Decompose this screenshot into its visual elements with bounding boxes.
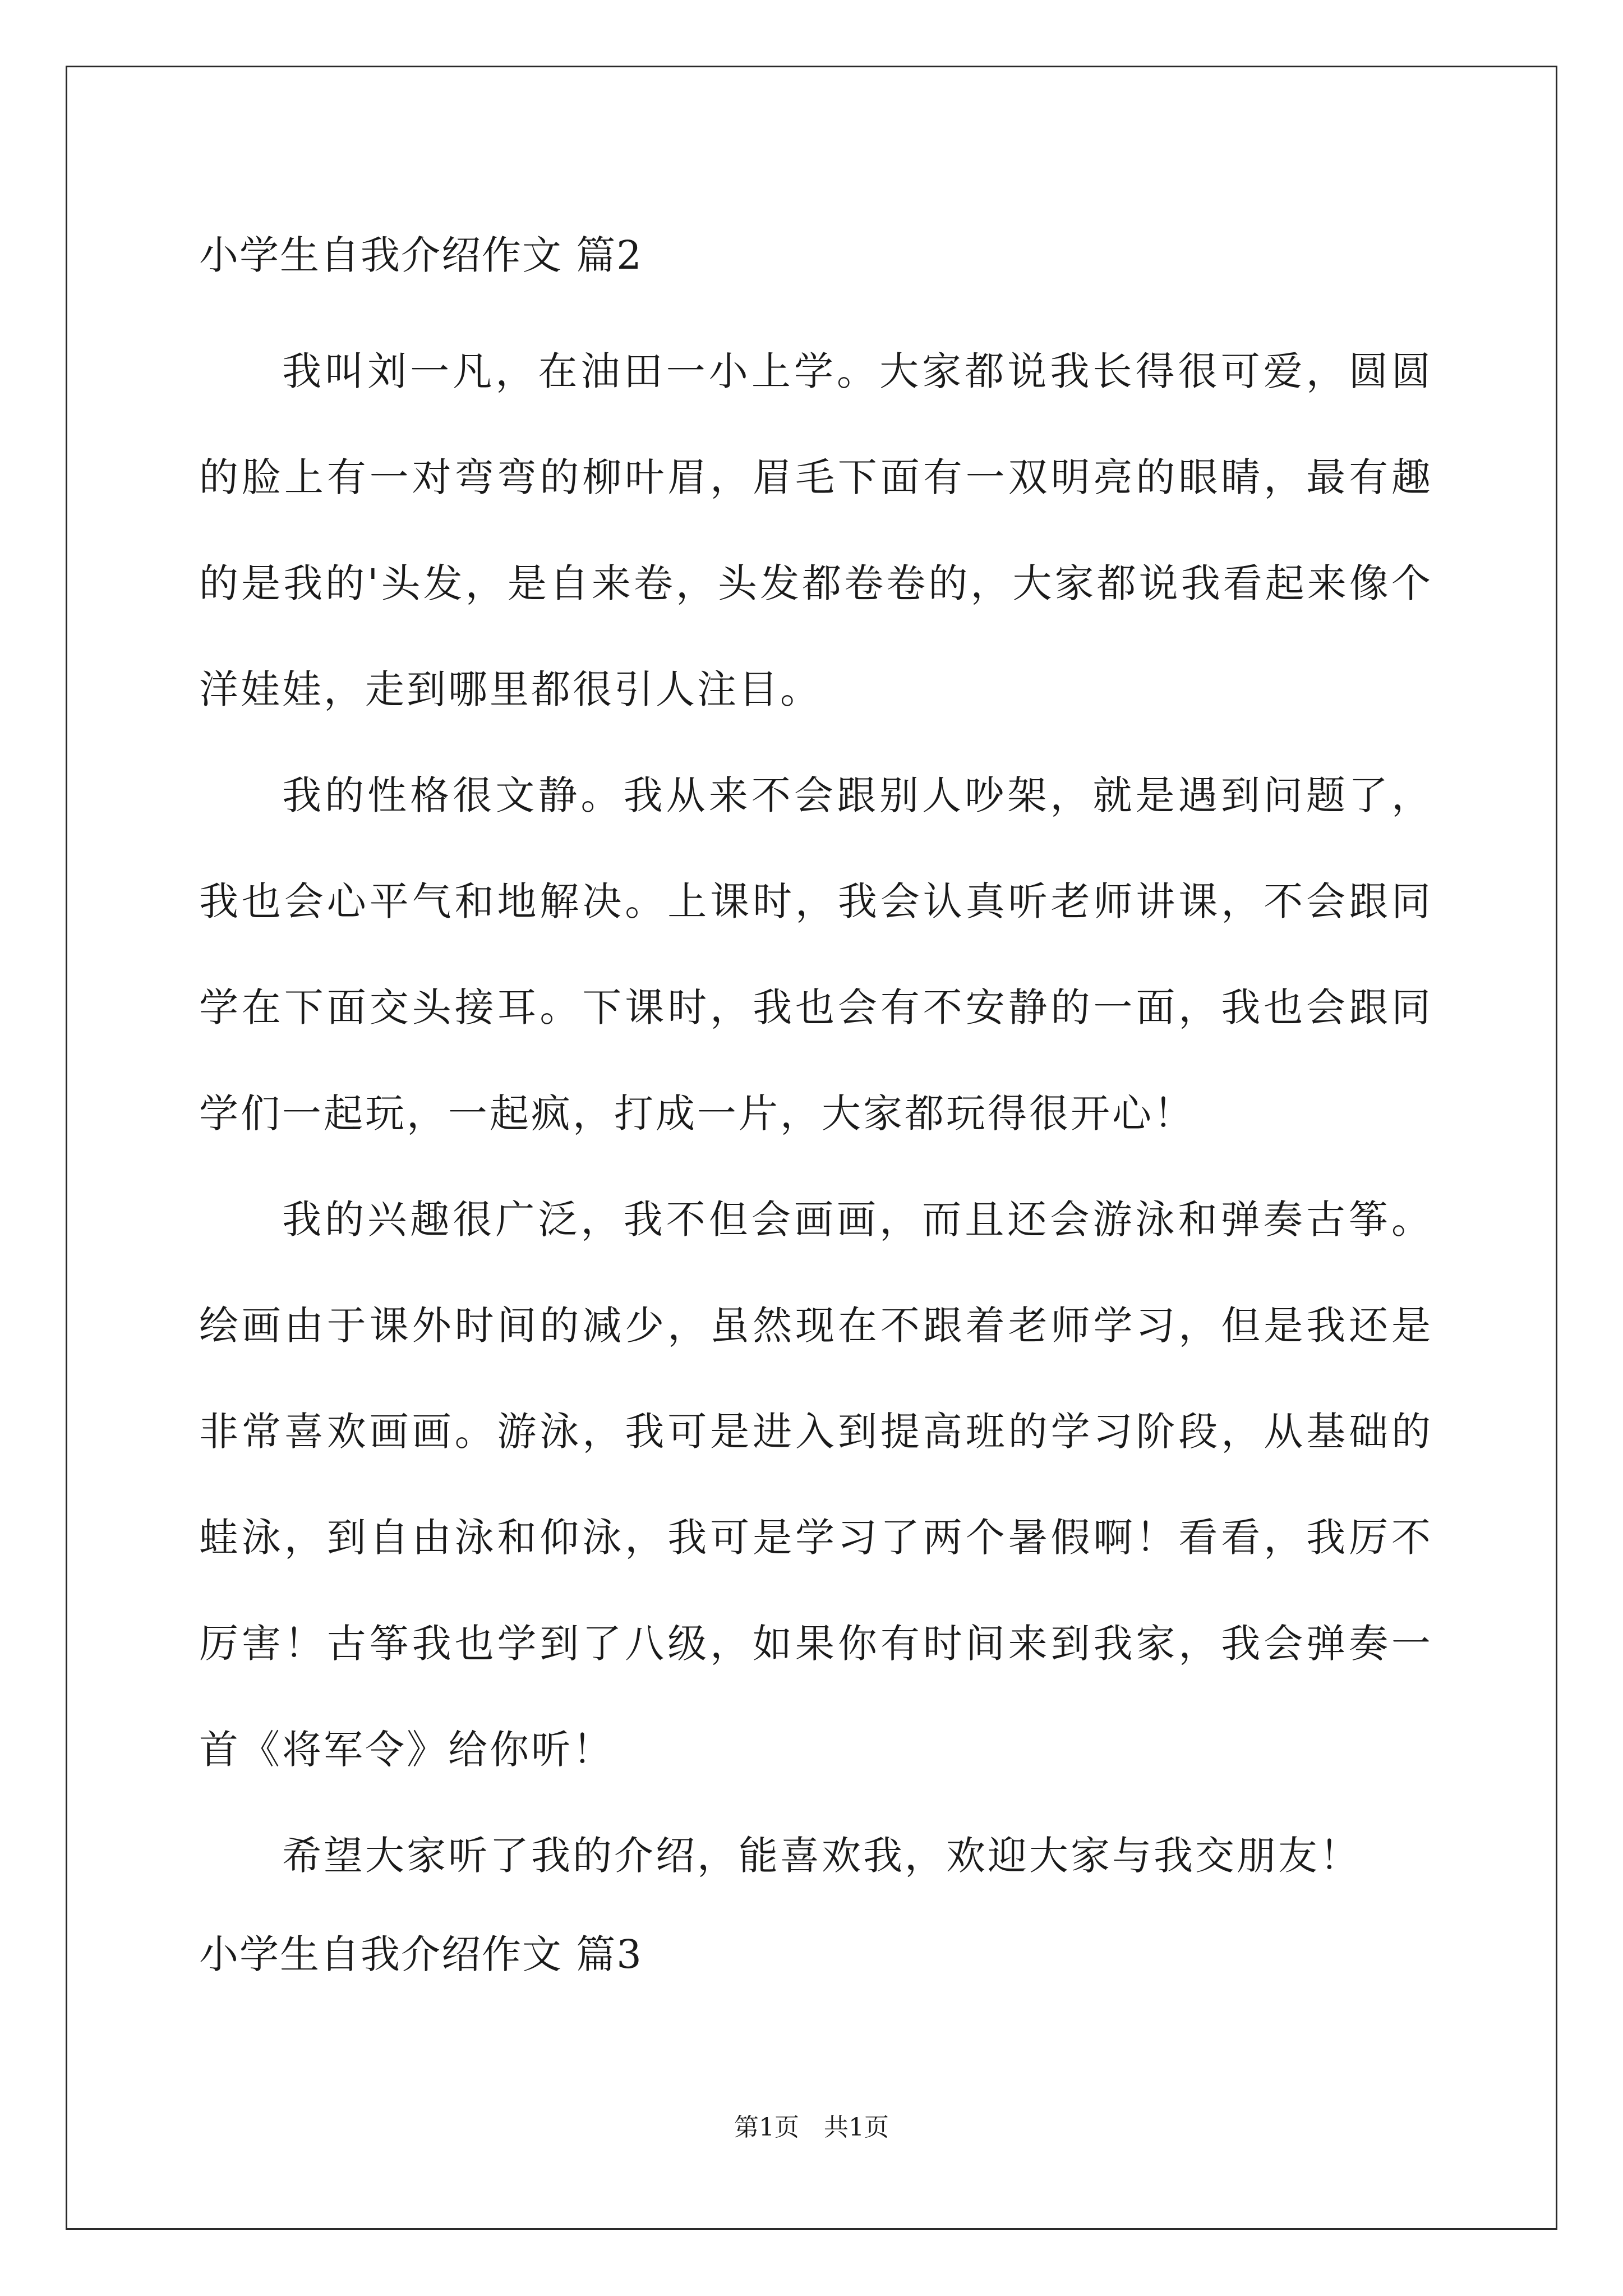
- paragraph-intro: 我叫刘一凡，在油田一小上学。大家都说我长得很可爱，圆圆的脸上有一对弯弯的柳叶眉，眉毛下面有一双明亮的眼睛，最有趣的是我的'头发，是自来卷，头发都卷卷的，大家都说我看起来像个洋娃娃，走到哪里都很引人注目。: [199, 348, 1433, 712]
- paragraph-personality: 我的性格很文静。我从来不会跟别人吵架，就是遇到问题了，我也会心平气和地解决。上课时，我会认真听老师讲课，不会跟同学在下面交头接耳。下课时，我也会有不安静的一面，我也会跟同学们一起玩，一起疯，打成一片，大家都玩得很开心！: [199, 772, 1433, 1137]
- paragraph-closing: 希望大家听了我的介绍，能喜欢我，欢迎大家与我交朋友！: [282, 1833, 1361, 1879]
- section-heading-2: 小学生自我介绍作文 篇2: [199, 232, 643, 278]
- paragraph-hobbies: 我的兴趣很广泛，我不但会画画，而且还会游泳和弹奏古筝。绘画由于课外时间的减少，虽然现在不跟着老师学习，但是我还是非常喜欢画画。游泳，我可是进入到提高班的学习阶段，从基础的蛙泳，到自由泳和仰泳，我可是学习了两个暑假啊！看看，我厉不厉害！古筝我也学到了八级，如果你有时间来到我家，我会弹奏一首《将军令》给你听！: [199, 1197, 1433, 1773]
- page-number: 第1页 共1页: [734, 2113, 889, 2142]
- document-body: [199, 213, 1433, 1996]
- section-heading-3: 小学生自我介绍作文 篇3: [199, 1931, 643, 1977]
